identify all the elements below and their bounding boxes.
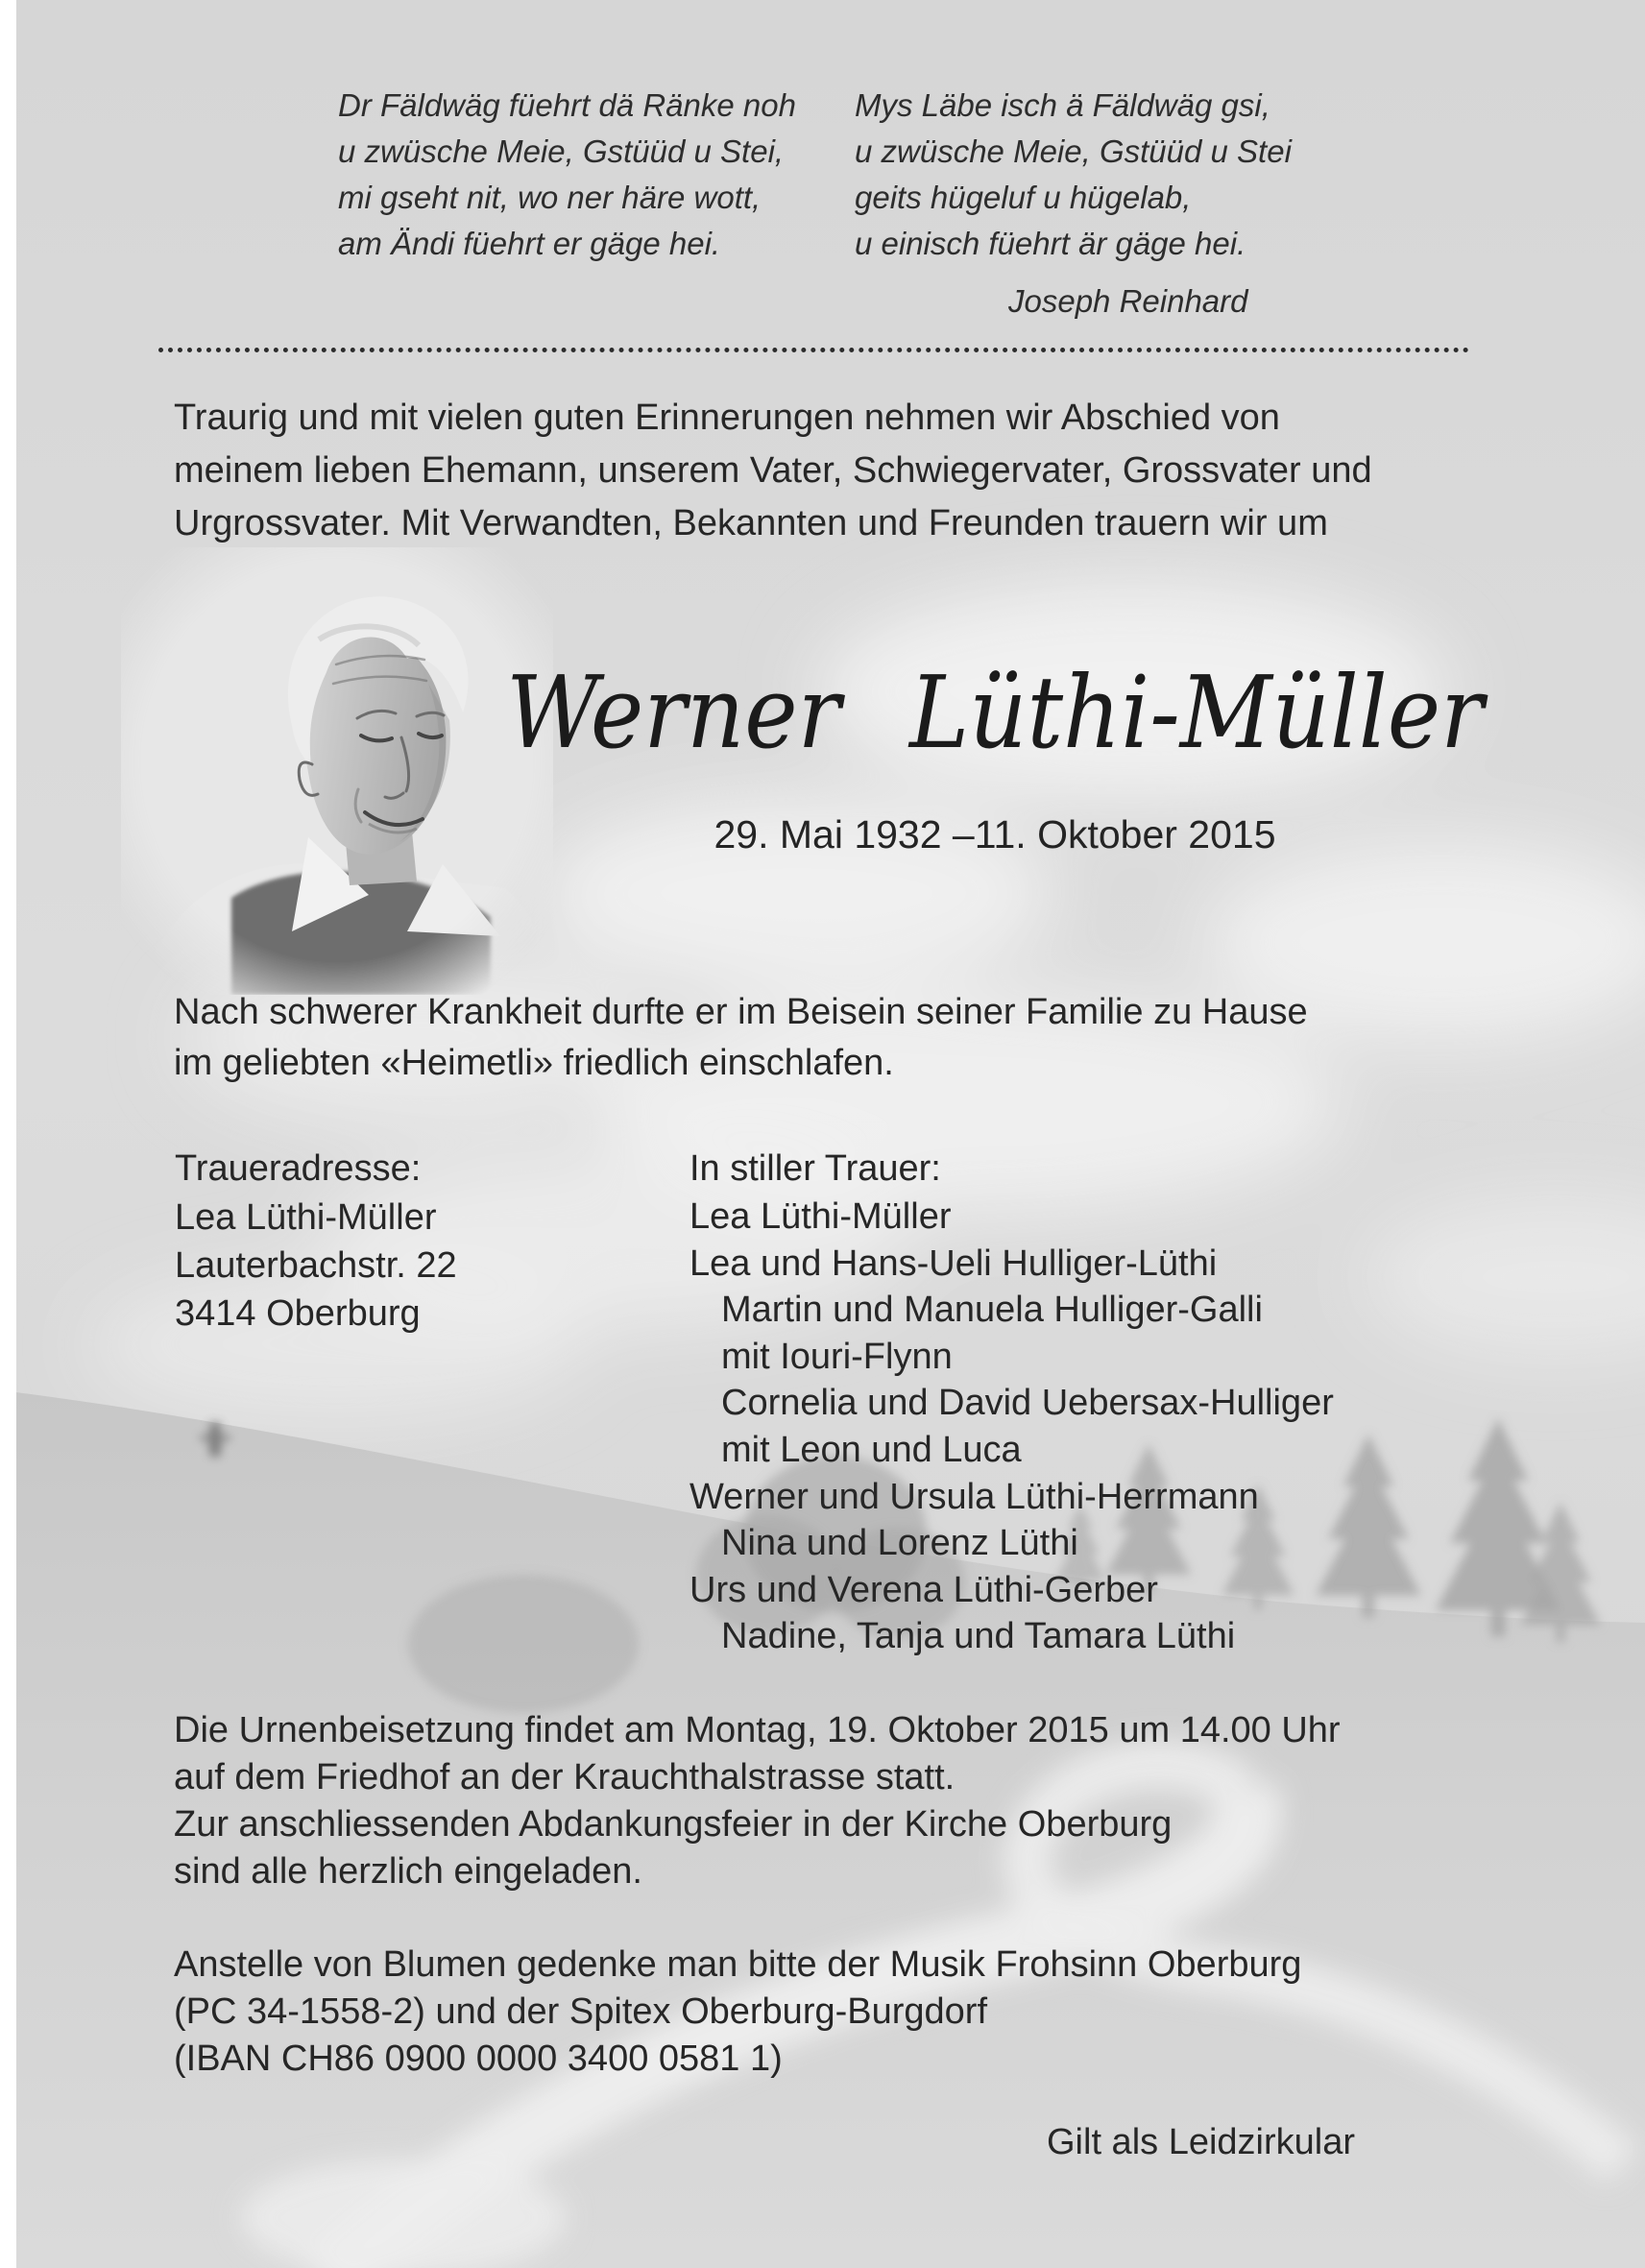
address-line: 3414 Oberburg [175, 1293, 421, 1334]
donation-info [174, 1942, 1301, 2083]
poem-line: u zwüsche Meie, Gstüüd u Stei [855, 133, 1292, 169]
poem-line: u einisch füehrt är gäge hei. [855, 226, 1246, 261]
poem-line: Mys Läbe isch ä Fäldwäg gsi, [855, 87, 1270, 123]
donation-line: (PC 34-1558-2) und der Spitex Oberburg-Burgdorf [174, 1991, 988, 2032]
mourners-label: In stiller Trauer: [689, 1148, 941, 1189]
mourner-entry: Lea und Hans-Ueli Hulliger-Lüthi [689, 1243, 1218, 1284]
mourner-entry: Urs und Verena Lüthi-Gerber [689, 1569, 1158, 1610]
mourner-entry: mit Leon und Luca [721, 1429, 1022, 1470]
poem-line: mi gseht nit, wo ner häre wott, [338, 180, 762, 215]
funeral-line: sind alle herzlich eingeladen. [174, 1851, 642, 1892]
passing-line: Nach schwerer Krankheit durfte er im Beisein seiner Familie zu Hause [174, 992, 1308, 1032]
deceased-name: Werner Lüthi-Müller [506, 654, 1484, 771]
leidzirkular-note: Gilt als Leidzirkular [1047, 2122, 1355, 2162]
poem-line: u zwüsche Meie, Gstüüd u Stei, [338, 133, 785, 169]
funeral-line: auf dem Friedhof an der Krauchthalstrasse statt. [174, 1757, 956, 1798]
mourner-entry: Lea Lüthi-Müller [689, 1196, 952, 1237]
poem-line: Dr Fäldwäg füehrt dä Ränke noh [338, 87, 796, 123]
mourner-entry: mit Iouri-Flynn [721, 1336, 953, 1377]
passing-line: im geliebten «Heimetli» friedlich einschlafen. [174, 1043, 894, 1083]
mourners-list [689, 1194, 1334, 1660]
mourner-entry: Nina und Lorenz Lüthi [721, 1523, 1078, 1564]
address-line: Lea Lüthi-Müller [175, 1197, 437, 1238]
intro-paragraph [174, 392, 1372, 550]
mourner-entry: Martin und Manuela Hulliger-Galli [721, 1290, 1263, 1331]
deceased-dates: 29. Mai 1932 –11. Oktober 2015 [714, 812, 1276, 857]
address-line: Lauterbachstr. 22 [175, 1245, 457, 1286]
passing-paragraph [174, 987, 1308, 1089]
left-margin-strip [0, 0, 16, 2268]
mourning-address-label: Traueradresse: [175, 1148, 422, 1189]
funeral-line: Zur anschliessenden Abdankungsfeier in der Kirche Oberburg [174, 1804, 1173, 1845]
funeral-line: Die Urnenbeisetzung findet am Montag, 19. Oktober 2015 um 14.00 Uhr [174, 1710, 1341, 1750]
mourner-entry: Cornelia und David Uebersax-Hulliger [721, 1383, 1334, 1424]
poem-attribution: Joseph Reinhard [1008, 283, 1248, 319]
dotted-divider [158, 348, 1469, 352]
poem-left-column [338, 83, 796, 267]
funeral-info [174, 1707, 1341, 1895]
poem-line: geits hügeluf u hügelab, [855, 180, 1192, 215]
mourning-address [175, 1194, 457, 1338]
intro-line: Urgrossvater. Mit Verwandten, Bekannten und Freunden trauern wir um [174, 503, 1328, 543]
mourner-entry: Nadine, Tanja und Tamara Lüthi [721, 1616, 1236, 1657]
intro-line: Traurig und mit vielen guten Erinnerungen nehmen wir Abschied von [174, 398, 1280, 438]
donation-line: Anstelle von Blumen gedenke man bitte der Musik Frohsinn Oberburg [174, 1944, 1302, 1985]
mourner-entry: Werner und Ursula Lüthi-Herrmann [689, 1476, 1259, 1517]
poem-line: am Ändi füehrt er gäge hei. [338, 226, 721, 261]
intro-line: meinem lieben Ehemann, unserem Vater, Schwiegervater, Grossvater und [174, 450, 1372, 491]
donation-line: (IBAN CH86 0900 0000 3400 0581 1) [174, 2039, 783, 2079]
poem-right-column [855, 83, 1292, 267]
